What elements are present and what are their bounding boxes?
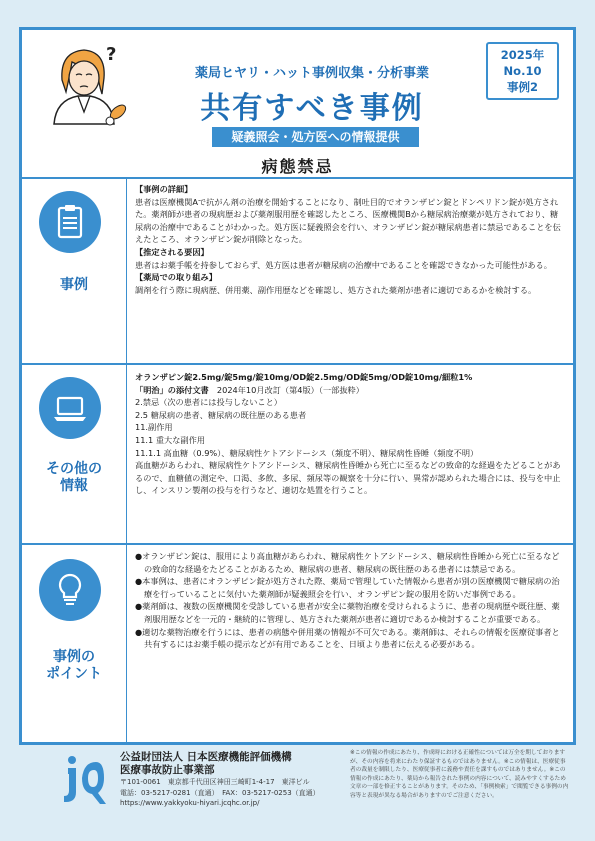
footer (0, 745, 595, 841)
info-line-1: 2.禁忌（次の患者には投与しないこと） (135, 397, 282, 408)
case-action-text: 調剤を行う際に現病歴、併用薬、副作用歴などを確認し、処方された薬剤が患者に適切であるかを検討する。 (135, 284, 537, 295)
laptop-icon (39, 377, 101, 439)
issue-number: No.10 (503, 64, 542, 78)
case-cause-heading: 【推定される要因】 (135, 246, 209, 257)
document-page (19, 27, 576, 745)
info-line-6: 高血糖があらわれ、糖尿病性ケトアシドーシス、糖尿病性昏睡から死亡に至るなどの致命的な経過をたどることがあるので、血糖値の測定や、口渇、多飲、多尿、頻尿等の観察を十分に行い、異常が認められた場合には、投与を中止し、インスリン製剤の投与を行うなど、適切な処置を行うこと。 (135, 460, 561, 496)
package-insert-date: 2024年10月改訂（第4版）（一部抜粋） (216, 384, 364, 395)
series-title: 薬局ヒヤリ・ハット事例収集・分析事業 (194, 66, 429, 81)
case-action-heading: 【薬局での取り組み】 (135, 272, 217, 283)
point-body (126, 545, 573, 744)
website-link[interactable]: https://www.yakkyoku-hiyari.jcqhc.or.jp/ (120, 799, 260, 807)
issue-badge (486, 42, 559, 100)
info-label (22, 461, 126, 495)
package-insert-name: 「明治」の添付文書 (135, 384, 209, 395)
case-body (126, 179, 573, 365)
point-bullet-3: ●薬剤師は、複数の医療機関を受診している患者が安全に薬物治療を受けられるように、患者の現病歴や既往歴、薬剤服用歴などを一元的・継続的に管理し、処方された薬剤が患者に適切であるか検討することが重要である。 (135, 601, 560, 624)
info-label-line2: 情報 (60, 478, 88, 494)
header (22, 30, 573, 177)
point-label-line2: ポイント (46, 666, 102, 682)
info-label-line1: その他の (46, 461, 102, 477)
case-section (22, 177, 573, 365)
info-body (126, 365, 573, 545)
point-section (22, 543, 573, 744)
address: 〒101-0061 東京都千代田区神田三崎町1-4-17 東洋ビル (120, 778, 310, 786)
lightbulb-icon (39, 559, 101, 621)
package-insert-line (135, 384, 565, 397)
point-bullet-1: ●オランザピン錠は、服用により高血糖があらわれ、糖尿病性ケトアシドーシス、糖尿病性昏睡から死亡に至るなどの致命的な経過をたどることがあるため、糖尿病の患者、糖尿病の既往歴のある患者には禁忌である。 (135, 551, 560, 574)
phone-fax: 電話：03-5217-0281（直通） FAX：03-5217-0253（直通） (120, 788, 320, 797)
drug-name: オランザピン錠2.5mg/錠5mg/錠10mg/OD錠2.5mg/OD錠5mg/OD錠10mg/細粒1% (135, 372, 473, 382)
clipboard-icon (39, 191, 101, 253)
disclaimer-note: ※この情報の作成にあたり、作成時における正確性については万全を期しておりますが、その内容を将来にわたり保証するものではありません。※この情報は、医療従事者の裁量を制限したり、医療従事者に義務や責任を課すものではありません。※この情報の作成にあたり、薬局から報告された事例の内容について、読みやすくするため文章の一部を修正することがあります。そのため、「事例検索」で閲覧できる事例の内容等と表現が異なる場合がありますのでご注意ください。 (350, 750, 569, 799)
case-label: 事例 (60, 277, 88, 293)
case-number: 事例2 (506, 80, 538, 94)
organization-name (120, 751, 292, 776)
svg-text:?: ? (106, 44, 117, 65)
issue-year: 2025年 (500, 48, 545, 62)
category-banner: 疑義照会・処方医への情報提供 (212, 127, 419, 147)
info-line-4: 11.1 重大な副作用 (135, 434, 205, 445)
topic-title: 病態禁忌 (261, 157, 334, 176)
info-line-3: 11.副作用 (135, 422, 173, 433)
point-label-line1: 事例の (53, 649, 95, 665)
organization-contact (120, 777, 320, 809)
point-bullet-4: ●適切な薬物治療を行うには、患者の病態や併用薬の情報が不可欠である。薬剤師は、それらの情報を医療従事者と共有するにはお薬手帳の提示などが有用であることを、日頃より患者に伝える必要がある。 (135, 626, 560, 650)
case-detail-heading: 【事例の詳細】 (135, 184, 193, 194)
organization-line2: 医療事故防止事業部 (120, 763, 215, 776)
point-label (22, 649, 126, 683)
case-detail-text: 患者は医療機関Aで抗がん剤の治療を開始することになり、制吐目的でオランザピン錠とドンペリドン錠が処方された。薬剤師が患者の現病歴および薬剤服用歴を確認したところ、医療機関Bから糖尿病治療薬が処方されており、糖尿病の治療中であることがわかった。処方医に疑義照会を行い、オランザピン錠が糖尿病患者に禁忌であることを伝えたところ、オランザピン錠が削除となった。 (135, 196, 561, 245)
info-section (22, 363, 573, 545)
page-title: 共有すべき事例 (200, 91, 424, 126)
case-cause-text: 患者はお薬手帳を持参しておらず、処方医は患者が糖尿病の治療中であることを確認できなかった可能性がある。 (135, 259, 552, 270)
info-line-5: 11.1.1 高血糖（0.9%）、糖尿病性ケトアシドーシス（頻度不明）、糖尿病性昏睡（頻度不明） (135, 447, 479, 458)
pharmacist-illustration (40, 38, 130, 128)
jq-logo (58, 748, 108, 806)
point-bullet-2: ●本事例は、患者にオランザピン錠が処方された際、薬局で管理していた情報から患者が別の医療機関で糖尿病の治療を行っていることに気付いた薬剤師が疑義照会を行い、オランザピン錠の服用を防いだ事例である。 (135, 576, 560, 599)
info-line-2: 2.5 糖尿病の患者、糖尿病の既往歴のある患者 (135, 409, 307, 420)
organization-line1: 公益財団法人 日本医療機能評価機構 (120, 751, 292, 763)
